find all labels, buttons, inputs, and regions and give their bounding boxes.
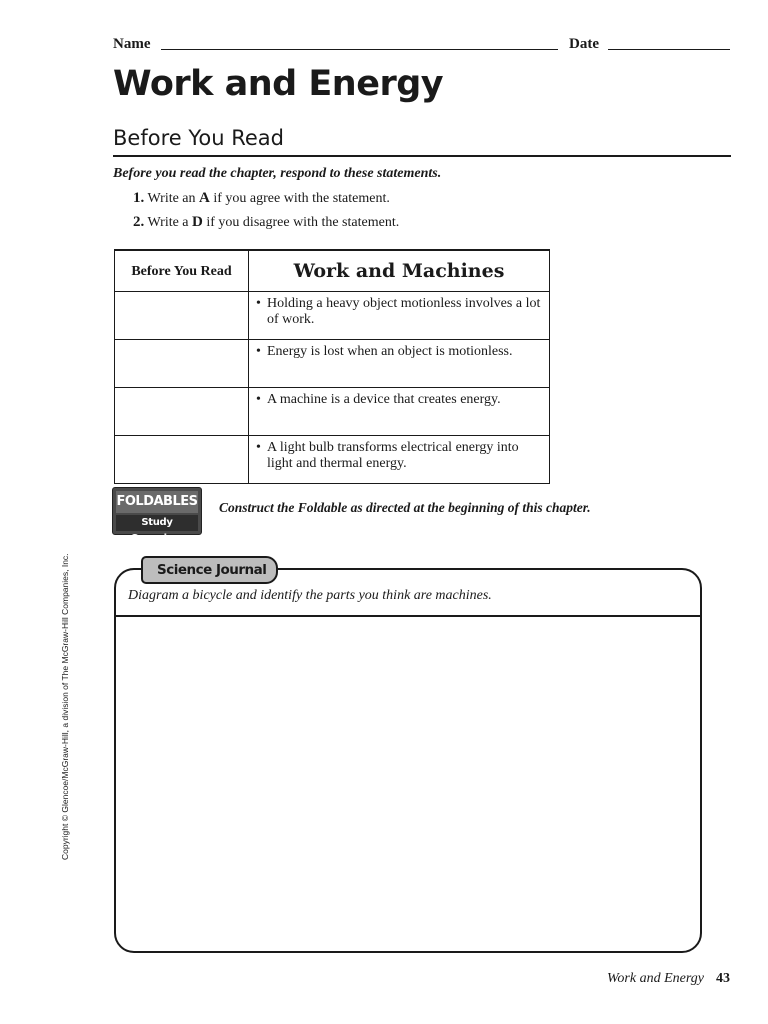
step-1	[133, 190, 390, 207]
step-letter: A	[199, 190, 210, 206]
table-row	[115, 292, 550, 340]
response-cell[interactable]	[115, 292, 249, 340]
date-field[interactable]	[608, 49, 730, 50]
step-number: 2.	[133, 214, 145, 230]
table-row	[115, 388, 550, 436]
foldables-logo	[112, 487, 202, 544]
name-field[interactable]	[161, 49, 558, 50]
section-title: Before You Read	[113, 126, 284, 150]
page-number: 43	[716, 971, 730, 986]
table-row	[115, 340, 550, 388]
copyright-notice: Copyright © Glencoe/McGraw-Hill, a division of The McGraw-Hill Companies, Inc.	[60, 553, 70, 860]
statements-table	[114, 249, 550, 484]
name-label: Name	[113, 36, 151, 52]
response-cell[interactable]	[115, 340, 249, 388]
statement-cell: • Holding a heavy object motionless involves a lot of work.	[249, 292, 550, 340]
step-text: if you disagree with the statement.	[206, 215, 400, 230]
step-number: 1.	[133, 190, 145, 206]
before-you-read-header: Before You Read	[115, 250, 249, 292]
table-row	[115, 436, 550, 484]
step-letter: D	[192, 214, 203, 230]
work-and-machines-header: Work and Machines	[249, 250, 550, 292]
statement-cell: • A light bulb transforms electrical energy into light and thermal energy.	[249, 436, 550, 484]
journal-divider	[114, 615, 702, 617]
statement-cell: • Energy is lost when an object is motionless.	[249, 340, 550, 388]
foldables-logo-title: FOLDABLES	[116, 491, 198, 513]
date-label: Date	[569, 36, 599, 52]
footer-title: Work and Energy	[607, 971, 704, 986]
journal-prompt: Diagram a bicycle and identify the parts you think are machines.	[128, 588, 492, 603]
section-divider	[113, 155, 731, 157]
response-cell[interactable]	[115, 388, 249, 436]
foldables-instruction: Construct the Foldable as directed at the beginning of this chapter.	[219, 500, 591, 515]
foldables-logo-subtitle: Study Organizer	[116, 515, 198, 531]
step-text: Write a	[147, 215, 189, 230]
science-journal-tab: Science Journal	[141, 556, 278, 584]
step-text: if you agree with the statement.	[213, 191, 390, 206]
page-footer	[607, 971, 730, 987]
statement-cell: • A machine is a device that creates energy.	[249, 388, 550, 436]
instructions: Before you read the chapter, respond to these statements.	[113, 166, 442, 181]
page-title: Work and Energy	[113, 64, 444, 104]
journal-drawing-area[interactable]	[116, 619, 696, 947]
step-2	[133, 214, 399, 231]
step-text: Write an	[147, 191, 196, 206]
response-cell[interactable]	[115, 436, 249, 484]
table-header-row	[115, 250, 550, 292]
